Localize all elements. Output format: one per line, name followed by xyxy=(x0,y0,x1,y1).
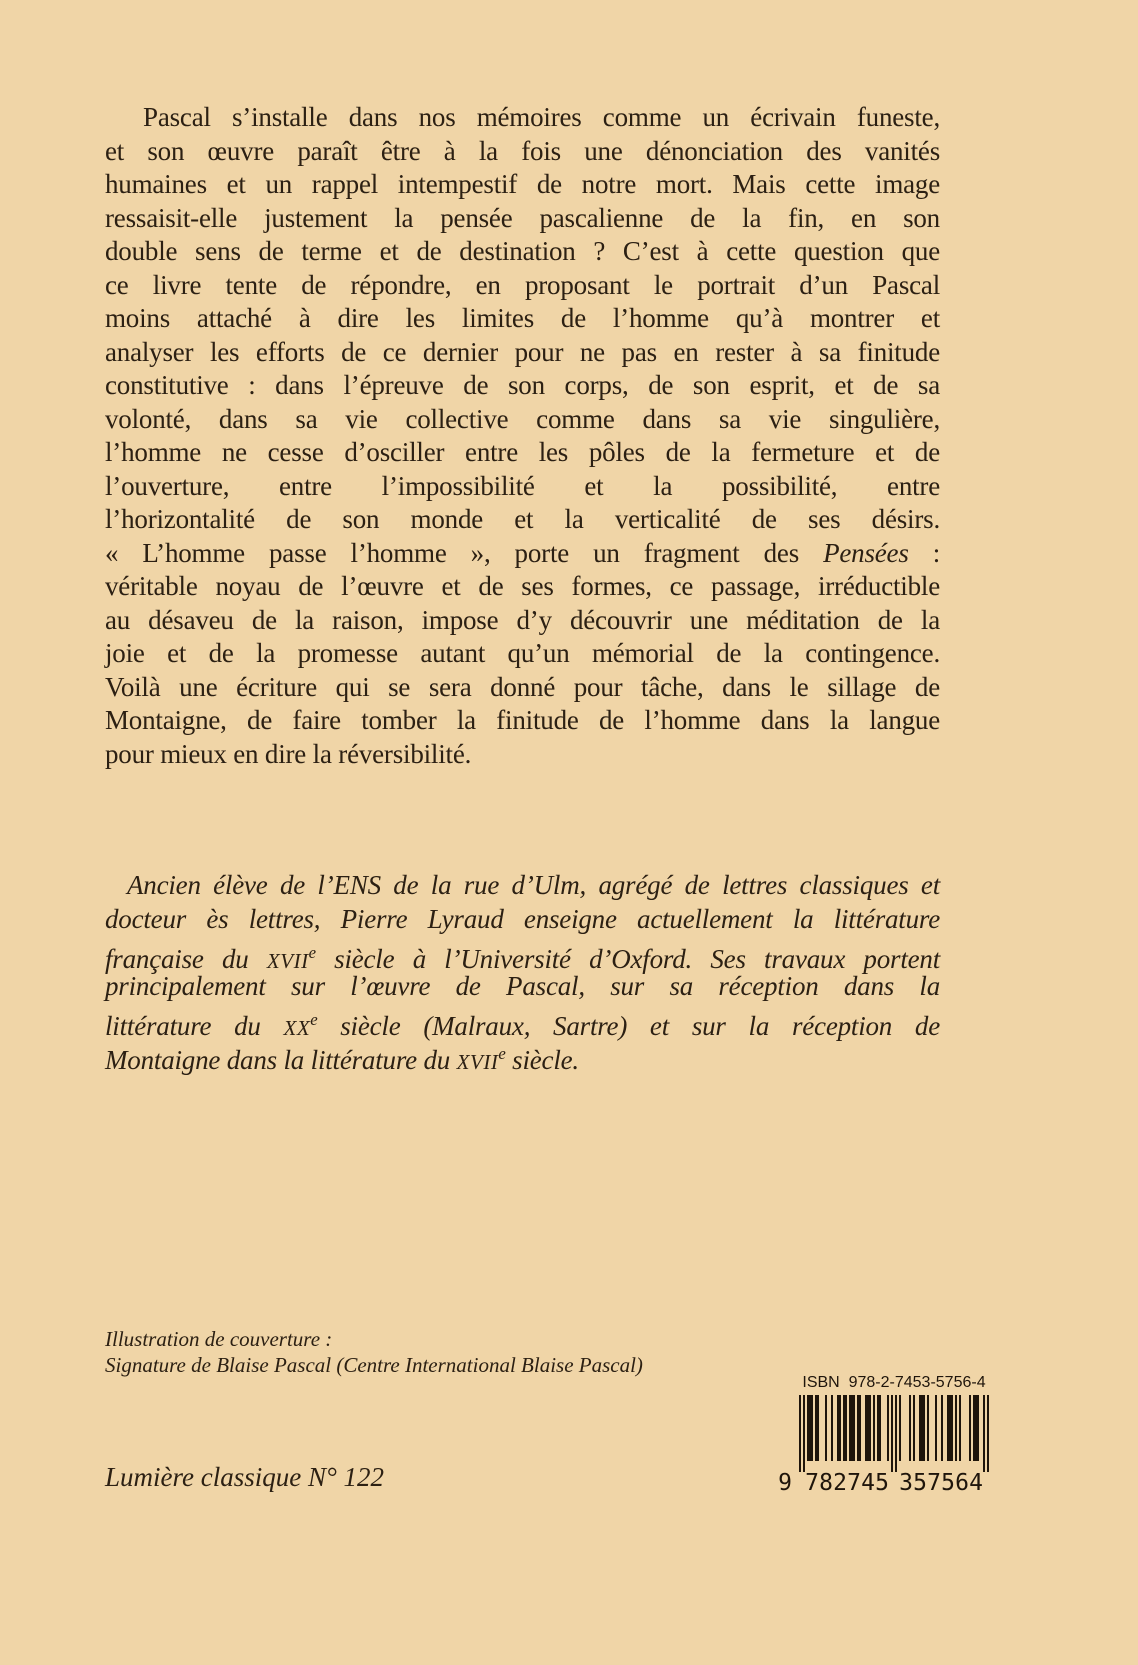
svg-text:4: 4 xyxy=(861,1470,875,1496)
text-line: ce livre tente de répondre, en proposant le portrait d’un Pascal xyxy=(105,269,940,300)
text-line: volonté, dans sa vie collective comme dans sa vie singulière, xyxy=(105,403,940,434)
text-line: l’homme ne cesse d’osciller entre les pôles de la fermeture et de xyxy=(105,437,940,467)
text-line: véritable noyau de l’œuvre et de ses formes, ce passage, irréductible xyxy=(105,571,940,601)
credit-line-1: Illustration de couverture : xyxy=(105,1327,333,1351)
text-line: l’horizontalité de son monde et la verticalité de ses désirs. xyxy=(105,504,940,534)
svg-text:4: 4 xyxy=(969,1470,983,1496)
text-line: docteur ès lettres, Pierre Lyraud enseigne actuellement la littérature xyxy=(105,903,940,934)
text-line: Montaigne, de faire tomber la finitude de l’homme dans la langue xyxy=(105,705,940,735)
text-line: au désaveu de la raison, impose d’y découvrir une méditation de la xyxy=(105,604,940,635)
text-line: littérature du XXe siècle (Malraux, Sartre) et sur la réception de xyxy=(105,1010,940,1041)
svg-text:7: 7 xyxy=(927,1470,941,1496)
text-line: et son œuvre paraît être à la fois une dénonciation des vanités xyxy=(105,135,940,166)
svg-text:8: 8 xyxy=(819,1470,833,1496)
barcode-block xyxy=(770,1374,995,1499)
series-label: Lumière classique N° 122 xyxy=(105,1462,385,1492)
svg-text:5: 5 xyxy=(941,1470,955,1496)
credit-line-2: Signature de Blaise Pascal (Centre International Blaise Pascal) xyxy=(105,1353,643,1377)
text-line: Voilà une écriture qui se sera donné pour tâche, dans le sillage de xyxy=(105,671,940,702)
text-line: Pascal s’installe dans nos mémoires comme un écrivain funeste, xyxy=(143,102,940,132)
text-line: principalement sur l’œuvre de Pascal, sur sa réception dans la xyxy=(105,970,940,1001)
svg-text:7: 7 xyxy=(805,1470,819,1496)
svg-text:6: 6 xyxy=(955,1470,969,1496)
text-line: constitutive : dans l’épreuve de son corps, de son esprit, et de sa xyxy=(105,370,940,400)
text-line: Ancien élève de l’ENS de la rue d’Ulm, agrégé de lettres classiques et xyxy=(127,870,940,900)
text-line: « L’homme passe l’homme », porte un fragment des Pensées : xyxy=(105,537,940,568)
svg-text:5: 5 xyxy=(913,1470,927,1496)
author-bio-paragraph xyxy=(105,869,940,1075)
text-line: française du XVIIe siècle à l’Université d’Oxford. Ses travaux portent xyxy=(105,943,940,974)
text-line: double sens de terme et de destination ? C’est à cette question que xyxy=(105,236,940,266)
svg-text:2: 2 xyxy=(833,1470,847,1496)
text-line: moins attaché à dire les limites de l’homme qu’à montrer et xyxy=(105,303,940,333)
cover-illustration-credit xyxy=(105,1326,643,1378)
svg-text:7: 7 xyxy=(847,1470,861,1496)
barcode-svg xyxy=(770,1374,995,1499)
summary-paragraph xyxy=(105,101,940,771)
text-line: humaines et un rappel intempestif de notre mort. Mais cette image xyxy=(105,169,940,199)
svg-text:5: 5 xyxy=(875,1470,889,1496)
text-line: pour mieux en dire la réversibilité. xyxy=(105,738,472,769)
svg-text:3: 3 xyxy=(899,1470,913,1496)
svg-text:9: 9 xyxy=(778,1470,792,1496)
text-line: analyser les efforts de ce dernier pour ne pas en rester à sa finitude xyxy=(105,336,940,367)
isbn-label: ISBN 978-2-7453-5756-4 xyxy=(802,1374,986,1391)
text-line: l’ouverture, entre l’impossibilité et la possibilité, entre xyxy=(105,470,940,501)
text-line: Montaigne dans la littérature du XVIIe siècle. xyxy=(105,1043,579,1075)
text-line: joie et de la promesse autant qu’un mémorial de la contingence. xyxy=(105,638,940,668)
text-line: ressaisit-elle justement la pensée pascalienne de la fin, en son xyxy=(105,202,940,233)
